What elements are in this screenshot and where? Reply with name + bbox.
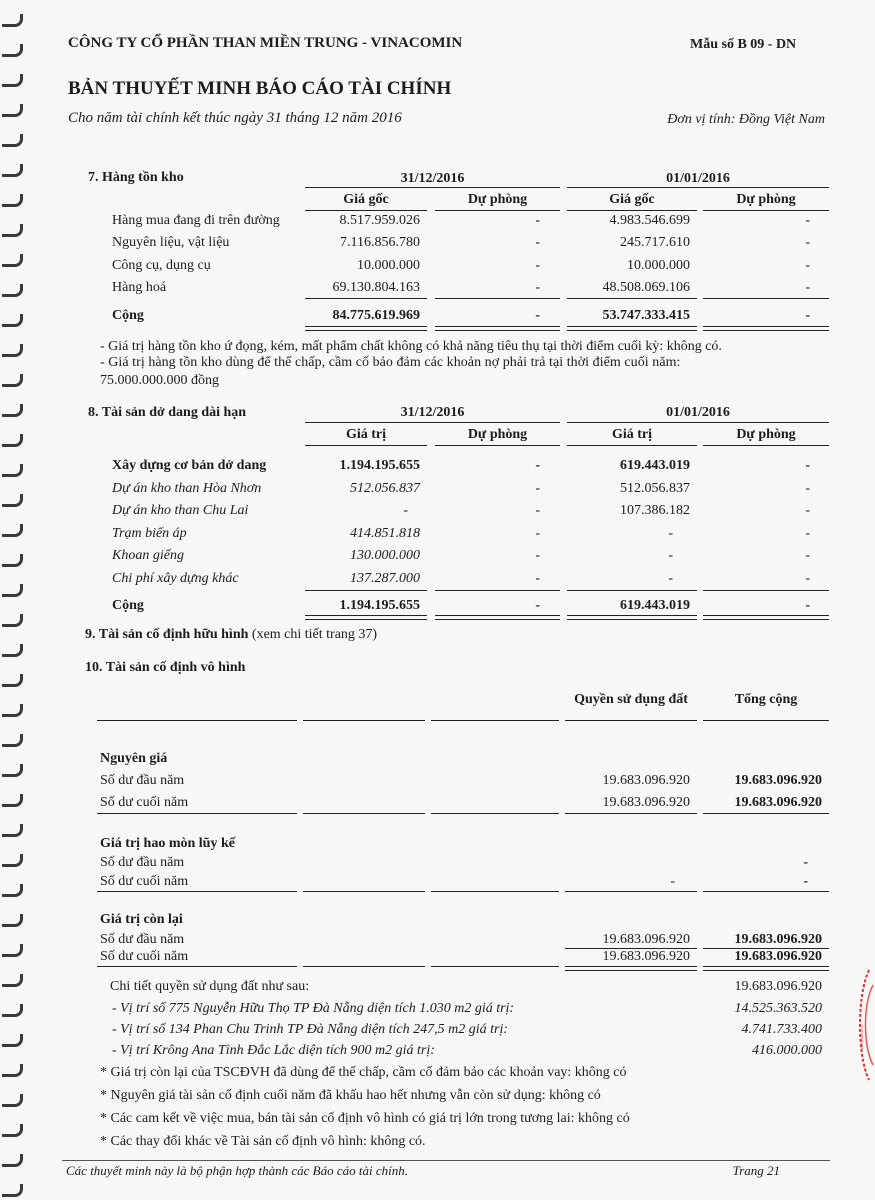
value: - (535, 481, 540, 496)
value: - (535, 213, 540, 228)
value: 245.717.610 (620, 235, 690, 250)
row-label: Nguyên liệu, vật liệu (112, 235, 230, 250)
note-text: - Giá trị hàng tồn kho dùng để thế chấp, cầm cố bảo đảm các khoản nợ phải trả tại thời điểm cuối năm: (100, 355, 681, 370)
column-date-current: 31/12/2016 (400, 405, 465, 420)
value: - (668, 526, 673, 541)
spiral-binding (0, 0, 22, 1200)
column-total: Tổng cộng (734, 692, 798, 707)
group-title: Nguyên giá (100, 751, 168, 766)
row-label: Số dư cuối năm (100, 949, 189, 964)
total-value: - (535, 308, 540, 323)
note-text: 75.000.000.000 đồng (100, 373, 219, 388)
group-title: Giá trị còn lại (100, 912, 183, 927)
value: - (805, 213, 810, 228)
value: 19.683.096.920 (602, 949, 690, 964)
value: - (805, 458, 810, 473)
value: - (535, 571, 540, 586)
tangible-assets-section (85, 627, 377, 643)
value: 19.683.096.920 (734, 932, 822, 947)
value: 4.983.546.699 (609, 213, 690, 228)
value: - (805, 503, 810, 518)
column-cost: Giá gốc (343, 192, 389, 207)
value: - (670, 874, 675, 889)
section-title: 7. Hàng tồn kho (88, 170, 184, 185)
value: - (535, 458, 540, 473)
total-value: 619.443.019 (620, 598, 690, 613)
column-provision: Dự phòng (736, 192, 796, 207)
detail-value: 14.525.363.520 (734, 1001, 822, 1016)
value: - (805, 571, 810, 586)
note-text: * Giá trị còn lại của TSCĐVH đã dùng để thế chấp, cầm cố đảm bảo các khoản vay: không có (100, 1065, 627, 1080)
column-provision: Dự phòng (467, 427, 528, 442)
value: 19.683.096.920 (734, 795, 822, 810)
total-value: - (805, 598, 810, 613)
value: - (803, 855, 808, 870)
page-reference: (xem chi tiết trang 37) (251, 627, 378, 642)
value: 512.056.837 (620, 481, 690, 496)
total-value: 53.747.333.415 (602, 308, 690, 323)
group-title: Giá trị hao mòn lũy kế (100, 836, 235, 851)
total-label: Cộng (112, 598, 144, 613)
note-text: * Các cam kết về việc mua, bán tài sản cố định vô hình có giá trị lớn trong tương lai: không có (100, 1111, 630, 1126)
page-number: Trang 21 (732, 1163, 780, 1178)
value: - (535, 235, 540, 250)
row-label: Dự án kho than Hòa Nhơn (112, 481, 262, 496)
value: - (535, 526, 540, 541)
row-label: Số dư đầu năm (100, 773, 185, 788)
column-date-prior: 01/01/2016 (666, 405, 730, 420)
detail-item: - Vị trí Krông Ana Tỉnh Đắc Lắc diện tích 900 m2 giá trị: (112, 1043, 435, 1058)
row-label: Khoan giếng (112, 548, 184, 563)
value: 107.386.182 (620, 503, 690, 518)
value: - (403, 503, 408, 518)
value: - (805, 548, 810, 563)
total-value: 1.194.195.655 (339, 598, 420, 613)
row-label: Xây dựng cơ bản dở dang (112, 458, 267, 473)
column-cost: Giá gốc (609, 192, 655, 207)
value: - (668, 571, 673, 586)
note-text: * Các thay đổi khác về Tài sản cố định vô hình: không có. (100, 1134, 426, 1149)
column-provision: Dự phòng (467, 192, 528, 207)
value: 10.000.000 (627, 258, 690, 273)
red-stamp-edge (849, 965, 875, 1085)
section-title: 9. Tài sản cố định hữu hình (85, 627, 249, 642)
column-date-current: 31/12/2016 (400, 171, 465, 186)
value: 19.683.096.920 (602, 773, 690, 788)
value: - (805, 481, 810, 496)
value: - (805, 258, 810, 273)
detail-heading: Chi tiết quyền sử dụng đất như sau: (110, 979, 310, 994)
column-value: Giá trị (611, 427, 653, 442)
value: - (668, 548, 673, 563)
column-date-prior: 01/01/2016 (666, 171, 730, 186)
footer-note: Các thuyết minh này là bộ phận hợp thành các Báo cáo tài chính. (66, 1163, 408, 1178)
row-label: Số dư đầu năm (100, 932, 185, 947)
column-provision: Dự phòng (736, 427, 796, 442)
detail-value: 416.000.000 (752, 1043, 822, 1058)
company-name: CÔNG TY CỔ PHẦN THAN MIỀN TRUNG - VINACOMIN (68, 35, 463, 51)
value: 69.130.804.163 (332, 280, 420, 295)
form-code: Mẫu số B 09 - DN (690, 37, 797, 52)
value: - (805, 280, 810, 295)
detail-value: 4.741.733.400 (741, 1022, 822, 1037)
section-title: 8. Tài sản dở dang dài hạn (88, 405, 247, 420)
value: 619.443.019 (620, 458, 690, 473)
report-title: BẢN THUYẾT MINH BÁO CÁO TÀI CHÍNH (68, 78, 452, 99)
total-label: Cộng (112, 308, 144, 323)
note-text: * Nguyên giá tài sản cố định cuối năm đã khấu hao hết nhưng vẫn còn sử dụng: không có (100, 1088, 601, 1103)
row-label: Dự án kho than Chu Lai (112, 503, 249, 518)
value: 1.194.195.655 (339, 458, 420, 473)
value: - (535, 258, 540, 273)
row-label: Công cụ, dụng cụ (112, 258, 211, 273)
detail-total: 19.683.096.920 (734, 979, 822, 994)
row-label: Số dư đầu năm (100, 855, 185, 870)
value: 19.683.096.920 (734, 773, 822, 788)
row-label: Số dư cuối năm (100, 874, 189, 889)
total-value: 84.775.619.969 (332, 308, 420, 323)
value: 130.000.000 (350, 548, 420, 563)
value: - (805, 235, 810, 250)
value: 19.683.096.920 (734, 949, 822, 964)
value: 414.851.818 (350, 526, 420, 541)
value: - (535, 503, 540, 518)
value: 137.287.000 (350, 571, 420, 586)
total-value: - (535, 598, 540, 613)
value: - (535, 280, 540, 295)
value: 19.683.096.920 (602, 932, 690, 947)
currency-unit: Đơn vị tính: Đồng Việt Nam (667, 112, 825, 127)
row-label: Số dư cuối năm (100, 795, 189, 810)
value: 19.683.096.920 (602, 795, 690, 810)
value: 8.517.959.026 (339, 213, 420, 228)
note-text: - Giá trị hàng tồn kho ứ đọng, kém, mất phẩm chất không có khả năng tiêu thụ tại thời điểm cuối kỳ: không có. (100, 339, 722, 354)
value: - (803, 874, 808, 889)
value: - (535, 548, 540, 563)
detail-item: - Vị trí số 775 Nguyễn Hữu Thọ TP Đà Nẵng diện tích 1.030 m2 giá trị: (112, 1001, 515, 1016)
value: 7.116.856.780 (340, 235, 420, 250)
section-title: 10. Tài sản cố định vô hình (85, 660, 246, 675)
row-label: Trạm biến áp (112, 526, 187, 541)
value: 512.056.837 (350, 481, 420, 496)
report-period: Cho năm tài chính kết thúc ngày 31 tháng 12 năm 2016 (68, 110, 402, 126)
column-land-use-rights: Quyền sử dụng đất (574, 692, 688, 707)
column-value: Giá trị (345, 427, 387, 442)
value: 10.000.000 (357, 258, 420, 273)
row-label: Hàng mua đang đi trên đường (112, 213, 280, 228)
row-label: Hàng hoá (112, 280, 167, 295)
value: 48.508.069.106 (602, 280, 690, 295)
svg-text:~~~~~: ~~~~~ (857, 1025, 867, 1050)
detail-item: - Vị trí số 134 Phan Chu Trinh TP Đà Nẵng diện tích 247,5 m2 giá trị: (112, 1022, 509, 1037)
row-label: Chi phí xây dựng khác (112, 571, 239, 586)
value: - (805, 526, 810, 541)
total-value: - (805, 308, 810, 323)
